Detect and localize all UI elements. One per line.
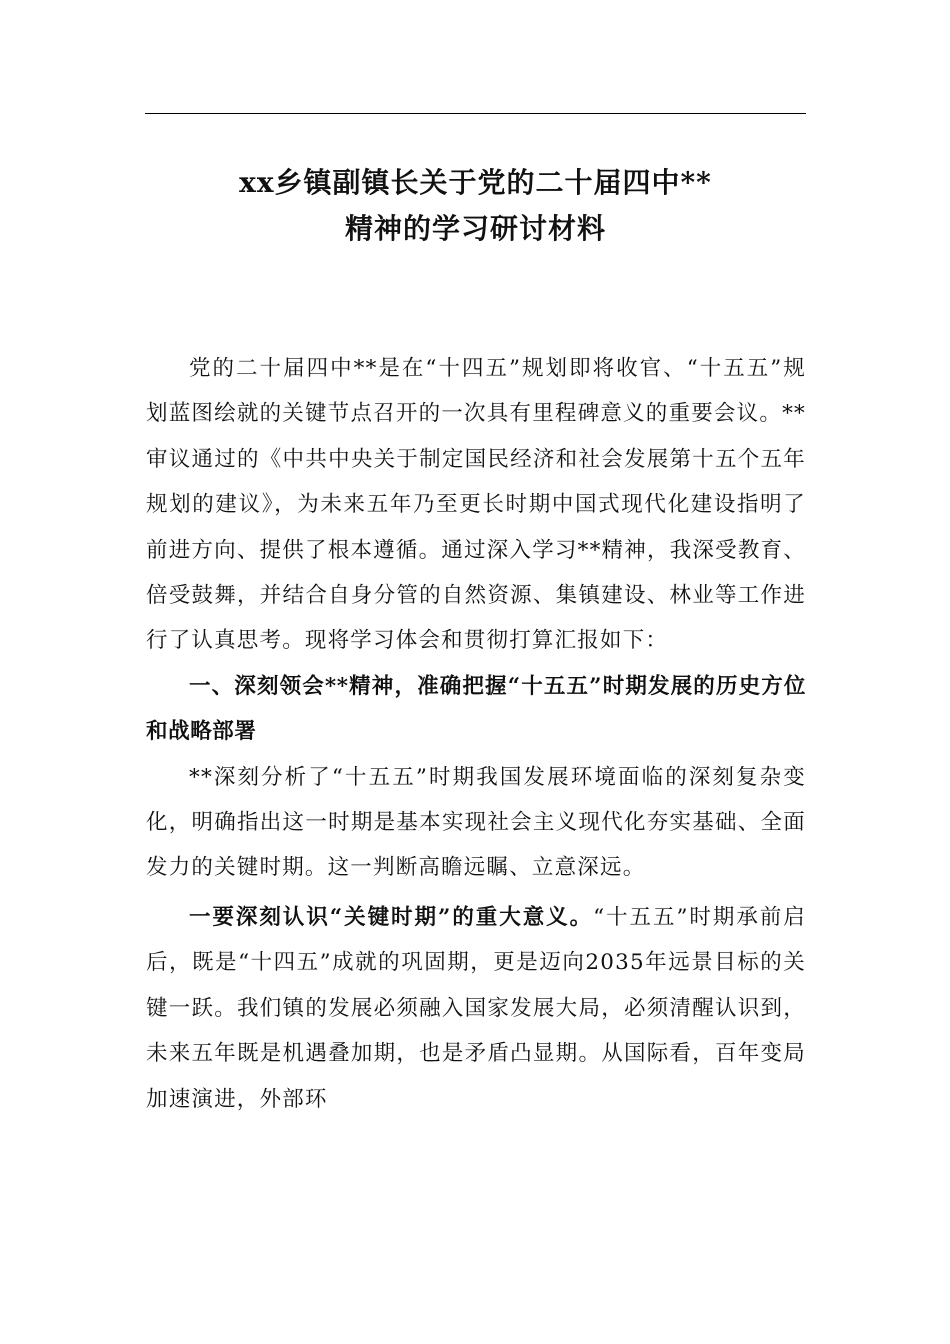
document-title — [145, 160, 806, 252]
section-1-point-1 — [146, 895, 806, 1122]
title-line-1: xx乡镇副镇长关于党的二十届四中** — [239, 166, 712, 199]
intro-paragraph: 党的二十届四中**是在“十四五”规划即将收官、“十五五”规划蓝图绘就的关键节点召开的一次具有里程碑意义的重要会议。**审议通过的《中共中央关于制定国民经济和社会发展第十五个五年规划的建议》，为未来五年乃至更长时期中国式现代化建设指明了前进方向、提供了根本遵循。通过深入学习**精神，我深受教育、倍受鼓舞，并结合自身分管的自然资源、集镇建设、林业等工作进行了认真思考。现将学习体会和贯彻打算汇报如下： — [146, 356, 806, 654]
section-1-paragraph: **深刻分析了“十五五”时期我国发展环境面临的深刻复杂变化，明确指出这一时期是基本实现社会主义现代化夯实基础、全面发力的关键时期。这一判断高瞻远瞩、立意深远。 — [146, 764, 806, 881]
title-line-2: 精神的学习研讨材料 — [344, 212, 606, 245]
section-heading-1: 一、深刻领会**精神，准确把握“十五五”时期发展的历史方位和战略部署 — [146, 673, 806, 745]
point-1-lead: 一要深刻认识“关键时期”的重大意义。 — [189, 904, 594, 930]
document-body — [146, 346, 806, 1122]
header-rule — [145, 113, 806, 114]
point-1-text: “十五五”时期承前启后，既是“十四五”成就的巩固期，更是迈向2035年远景目标的关键一跃。我们镇的发展必须融入国家发展大局，必须清醒认识到，未来五年既是机遇叠加期，也是矛盾凸显期。从国际看，百年变局加速演进，外部环 — [146, 904, 806, 1112]
